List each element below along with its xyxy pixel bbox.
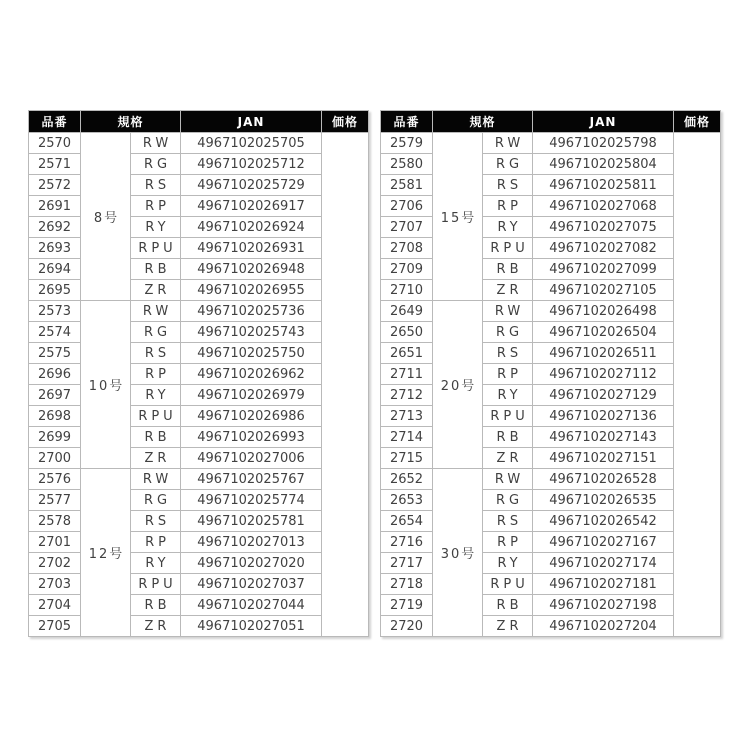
column-header-product-no: 品番 (381, 111, 433, 133)
jan-code-cell: 4967102025767 (181, 469, 322, 490)
table-row (381, 280, 721, 301)
product-no-cell: 2579 (381, 133, 433, 154)
size-group-cell: 30号 (433, 469, 483, 637)
jan-code-cell: 4967102025743 (181, 322, 322, 343)
spec-code-cell: RY (131, 553, 181, 574)
table-row (381, 343, 721, 364)
spec-code-cell: RY (131, 217, 181, 238)
jan-code-cell: 4967102027167 (533, 532, 674, 553)
table-row (381, 511, 721, 532)
product-no-cell: 2649 (381, 301, 433, 322)
spec-code-cell: RB (131, 595, 181, 616)
size-group-cell: 15号 (433, 133, 483, 301)
price-cell (322, 133, 369, 637)
spec-code-cell: RB (483, 595, 533, 616)
jan-code-cell: 4967102026986 (181, 406, 322, 427)
jan-code-cell: 4967102027082 (533, 238, 674, 259)
table-row (29, 259, 369, 280)
spec-code-cell: ZR (483, 448, 533, 469)
product-no-cell: 2716 (381, 532, 433, 553)
product-no-cell: 2653 (381, 490, 433, 511)
jan-code-cell: 4967102025798 (533, 133, 674, 154)
spec-code-cell: RW (483, 469, 533, 490)
product-no-cell: 2692 (29, 217, 81, 238)
spec-code-cell: ZR (483, 616, 533, 637)
jan-code-cell: 4967102027099 (533, 259, 674, 280)
jan-code-cell: 4967102027198 (533, 595, 674, 616)
spec-code-cell: RY (483, 217, 533, 238)
table-row (381, 322, 721, 343)
product-no-cell: 2709 (381, 259, 433, 280)
spec-code-cell: RB (131, 427, 181, 448)
spec-code-cell: RP (131, 364, 181, 385)
table-row (381, 532, 721, 553)
spec-code-cell: RG (483, 154, 533, 175)
jan-code-cell: 4967102026948 (181, 259, 322, 280)
jan-code-cell: 4967102026528 (533, 469, 674, 490)
product-table-left (28, 110, 369, 637)
product-no-cell: 2712 (381, 385, 433, 406)
table-row (29, 532, 369, 553)
jan-code-cell: 4967102025736 (181, 301, 322, 322)
table-row (29, 448, 369, 469)
column-header-spec: 規格 (81, 111, 181, 133)
jan-code-cell: 4967102027105 (533, 280, 674, 301)
table-row (29, 469, 369, 490)
spec-code-cell: RW (131, 133, 181, 154)
product-no-cell: 2570 (29, 133, 81, 154)
table-row (381, 364, 721, 385)
spec-code-cell: RW (483, 133, 533, 154)
spec-code-cell: RP (483, 196, 533, 217)
jan-code-cell: 4967102027129 (533, 385, 674, 406)
product-no-cell: 2693 (29, 238, 81, 259)
jan-code-cell: 4967102027044 (181, 595, 322, 616)
product-no-cell: 2572 (29, 175, 81, 196)
spec-code-cell: RG (131, 154, 181, 175)
header-row (381, 111, 721, 133)
product-no-cell: 2704 (29, 595, 81, 616)
table-row (29, 511, 369, 532)
column-header-price: 価格 (322, 111, 369, 133)
table-row (381, 448, 721, 469)
product-no-cell: 2694 (29, 259, 81, 280)
spec-code-cell: RG (131, 322, 181, 343)
table-row (381, 427, 721, 448)
spec-code-cell: RS (483, 511, 533, 532)
table-row (29, 301, 369, 322)
jan-code-cell: 4967102026955 (181, 280, 322, 301)
spec-code-cell: RPU (483, 406, 533, 427)
jan-code-cell: 4967102025811 (533, 175, 674, 196)
jan-code-cell: 4967102026542 (533, 511, 674, 532)
spec-code-cell: RG (483, 322, 533, 343)
table-row (381, 238, 721, 259)
jan-code-cell: 4967102027143 (533, 427, 674, 448)
spec-code-cell: RS (483, 343, 533, 364)
product-no-cell: 2711 (381, 364, 433, 385)
table-row (381, 406, 721, 427)
table-row (381, 133, 721, 154)
jan-code-cell: 4967102027037 (181, 574, 322, 595)
product-no-cell: 2573 (29, 301, 81, 322)
jan-code-cell: 4967102026498 (533, 301, 674, 322)
product-no-cell: 2713 (381, 406, 433, 427)
spec-code-cell: RPU (483, 238, 533, 259)
spec-code-cell: RB (483, 427, 533, 448)
column-header-jan: JAN (533, 111, 674, 133)
jan-code-cell: 4967102027068 (533, 196, 674, 217)
column-header-spec: 規格 (433, 111, 533, 133)
jan-code-cell: 4967102026979 (181, 385, 322, 406)
table-row (381, 490, 721, 511)
product-no-cell: 2696 (29, 364, 81, 385)
product-no-cell: 2574 (29, 322, 81, 343)
product-no-cell: 2577 (29, 490, 81, 511)
spec-code-cell: RP (483, 364, 533, 385)
product-no-cell: 2695 (29, 280, 81, 301)
table-row (381, 574, 721, 595)
size-group-cell: 20号 (433, 301, 483, 469)
column-header-price: 価格 (674, 111, 721, 133)
spec-code-cell: RS (483, 175, 533, 196)
jan-code-cell: 4967102027013 (181, 532, 322, 553)
table-row (29, 238, 369, 259)
jan-code-cell: 4967102025712 (181, 154, 322, 175)
product-no-cell: 2700 (29, 448, 81, 469)
spec-code-cell: RY (131, 385, 181, 406)
table-row (381, 616, 721, 637)
table-row (381, 154, 721, 175)
table-row (381, 259, 721, 280)
jan-code-cell: 4967102025781 (181, 511, 322, 532)
table-row (381, 301, 721, 322)
jan-code-cell: 4967102026931 (181, 238, 322, 259)
table-row (29, 616, 369, 637)
product-no-cell: 2710 (381, 280, 433, 301)
spec-code-cell: RP (483, 532, 533, 553)
jan-code-cell: 4967102027006 (181, 448, 322, 469)
product-table-right (380, 110, 721, 637)
jan-code-cell: 4967102027136 (533, 406, 674, 427)
header-row (29, 111, 369, 133)
table-row (381, 175, 721, 196)
product-no-cell: 2714 (381, 427, 433, 448)
product-no-cell: 2699 (29, 427, 81, 448)
product-no-cell: 2697 (29, 385, 81, 406)
product-no-cell: 2576 (29, 469, 81, 490)
jan-code-cell: 4967102027020 (181, 553, 322, 574)
spec-code-cell: RS (131, 343, 181, 364)
product-no-cell: 2650 (381, 322, 433, 343)
spec-code-cell: RP (131, 196, 181, 217)
column-header-product-no: 品番 (29, 111, 81, 133)
jan-code-cell: 4967102027181 (533, 574, 674, 595)
product-no-cell: 2707 (381, 217, 433, 238)
table-row (29, 196, 369, 217)
jan-code-cell: 4967102026511 (533, 343, 674, 364)
table-row (29, 406, 369, 427)
product-no-cell: 2652 (381, 469, 433, 490)
column-header-jan: JAN (181, 111, 322, 133)
jan-code-cell: 4967102026504 (533, 322, 674, 343)
product-no-cell: 2706 (381, 196, 433, 217)
product-no-cell: 2703 (29, 574, 81, 595)
size-group-cell: 8号 (81, 133, 131, 301)
product-tables-container (28, 110, 721, 637)
jan-code-cell: 4967102025774 (181, 490, 322, 511)
table-row (29, 595, 369, 616)
spec-code-cell: RB (131, 259, 181, 280)
table-row (381, 469, 721, 490)
table-row (29, 154, 369, 175)
jan-code-cell: 4967102025750 (181, 343, 322, 364)
table-row (29, 133, 369, 154)
product-no-cell: 2720 (381, 616, 433, 637)
jan-code-cell: 4967102027112 (533, 364, 674, 385)
table-row (29, 574, 369, 595)
spec-code-cell: RPU (483, 574, 533, 595)
spec-code-cell: RY (483, 553, 533, 574)
table-row (29, 217, 369, 238)
spec-code-cell: RG (131, 490, 181, 511)
jan-code-cell: 4967102026924 (181, 217, 322, 238)
jan-code-cell: 4967102025804 (533, 154, 674, 175)
spec-code-cell: RPU (131, 238, 181, 259)
table-row (29, 280, 369, 301)
spec-code-cell: RB (483, 259, 533, 280)
table-row (29, 553, 369, 574)
price-cell (674, 133, 721, 637)
spec-code-cell: ZR (131, 448, 181, 469)
spec-code-cell: RS (131, 511, 181, 532)
product-no-cell: 2691 (29, 196, 81, 217)
table-row (29, 427, 369, 448)
spec-code-cell: ZR (131, 616, 181, 637)
table-row (29, 175, 369, 196)
table-row (29, 322, 369, 343)
product-no-cell: 2575 (29, 343, 81, 364)
jan-code-cell: 4967102027204 (533, 616, 674, 637)
product-no-cell: 2718 (381, 574, 433, 595)
spec-code-cell: RG (483, 490, 533, 511)
spec-code-cell: RW (483, 301, 533, 322)
jan-code-cell: 4967102026535 (533, 490, 674, 511)
spec-code-cell: RPU (131, 574, 181, 595)
product-no-cell: 2651 (381, 343, 433, 364)
spec-code-cell: RY (483, 385, 533, 406)
product-no-cell: 2654 (381, 511, 433, 532)
jan-code-cell: 4967102025729 (181, 175, 322, 196)
jan-code-cell: 4967102026993 (181, 427, 322, 448)
table-row (29, 385, 369, 406)
product-no-cell: 2715 (381, 448, 433, 469)
product-no-cell: 2719 (381, 595, 433, 616)
table-row (381, 385, 721, 406)
table-row (29, 343, 369, 364)
jan-code-cell: 4967102027151 (533, 448, 674, 469)
product-no-cell: 2717 (381, 553, 433, 574)
size-group-cell: 12号 (81, 469, 131, 637)
spec-code-cell: RS (131, 175, 181, 196)
jan-code-cell: 4967102026962 (181, 364, 322, 385)
jan-code-cell: 4967102026917 (181, 196, 322, 217)
table-row (381, 553, 721, 574)
product-no-cell: 2578 (29, 511, 81, 532)
jan-code-cell: 4967102027174 (533, 553, 674, 574)
product-no-cell: 2708 (381, 238, 433, 259)
spec-code-cell: ZR (131, 280, 181, 301)
spec-code-cell: RW (131, 469, 181, 490)
product-no-cell: 2705 (29, 616, 81, 637)
product-no-cell: 2698 (29, 406, 81, 427)
table-row (29, 490, 369, 511)
table-row (381, 196, 721, 217)
table-row (381, 595, 721, 616)
table-row (29, 364, 369, 385)
spec-code-cell: RP (131, 532, 181, 553)
size-group-cell: 10号 (81, 301, 131, 469)
product-no-cell: 2701 (29, 532, 81, 553)
spec-code-cell: ZR (483, 280, 533, 301)
jan-code-cell: 4967102027075 (533, 217, 674, 238)
product-no-cell: 2571 (29, 154, 81, 175)
jan-code-cell: 4967102027051 (181, 616, 322, 637)
table-row (381, 217, 721, 238)
spec-code-cell: RW (131, 301, 181, 322)
product-no-cell: 2581 (381, 175, 433, 196)
product-no-cell: 2580 (381, 154, 433, 175)
product-no-cell: 2702 (29, 553, 81, 574)
spec-code-cell: RPU (131, 406, 181, 427)
jan-code-cell: 4967102025705 (181, 133, 322, 154)
